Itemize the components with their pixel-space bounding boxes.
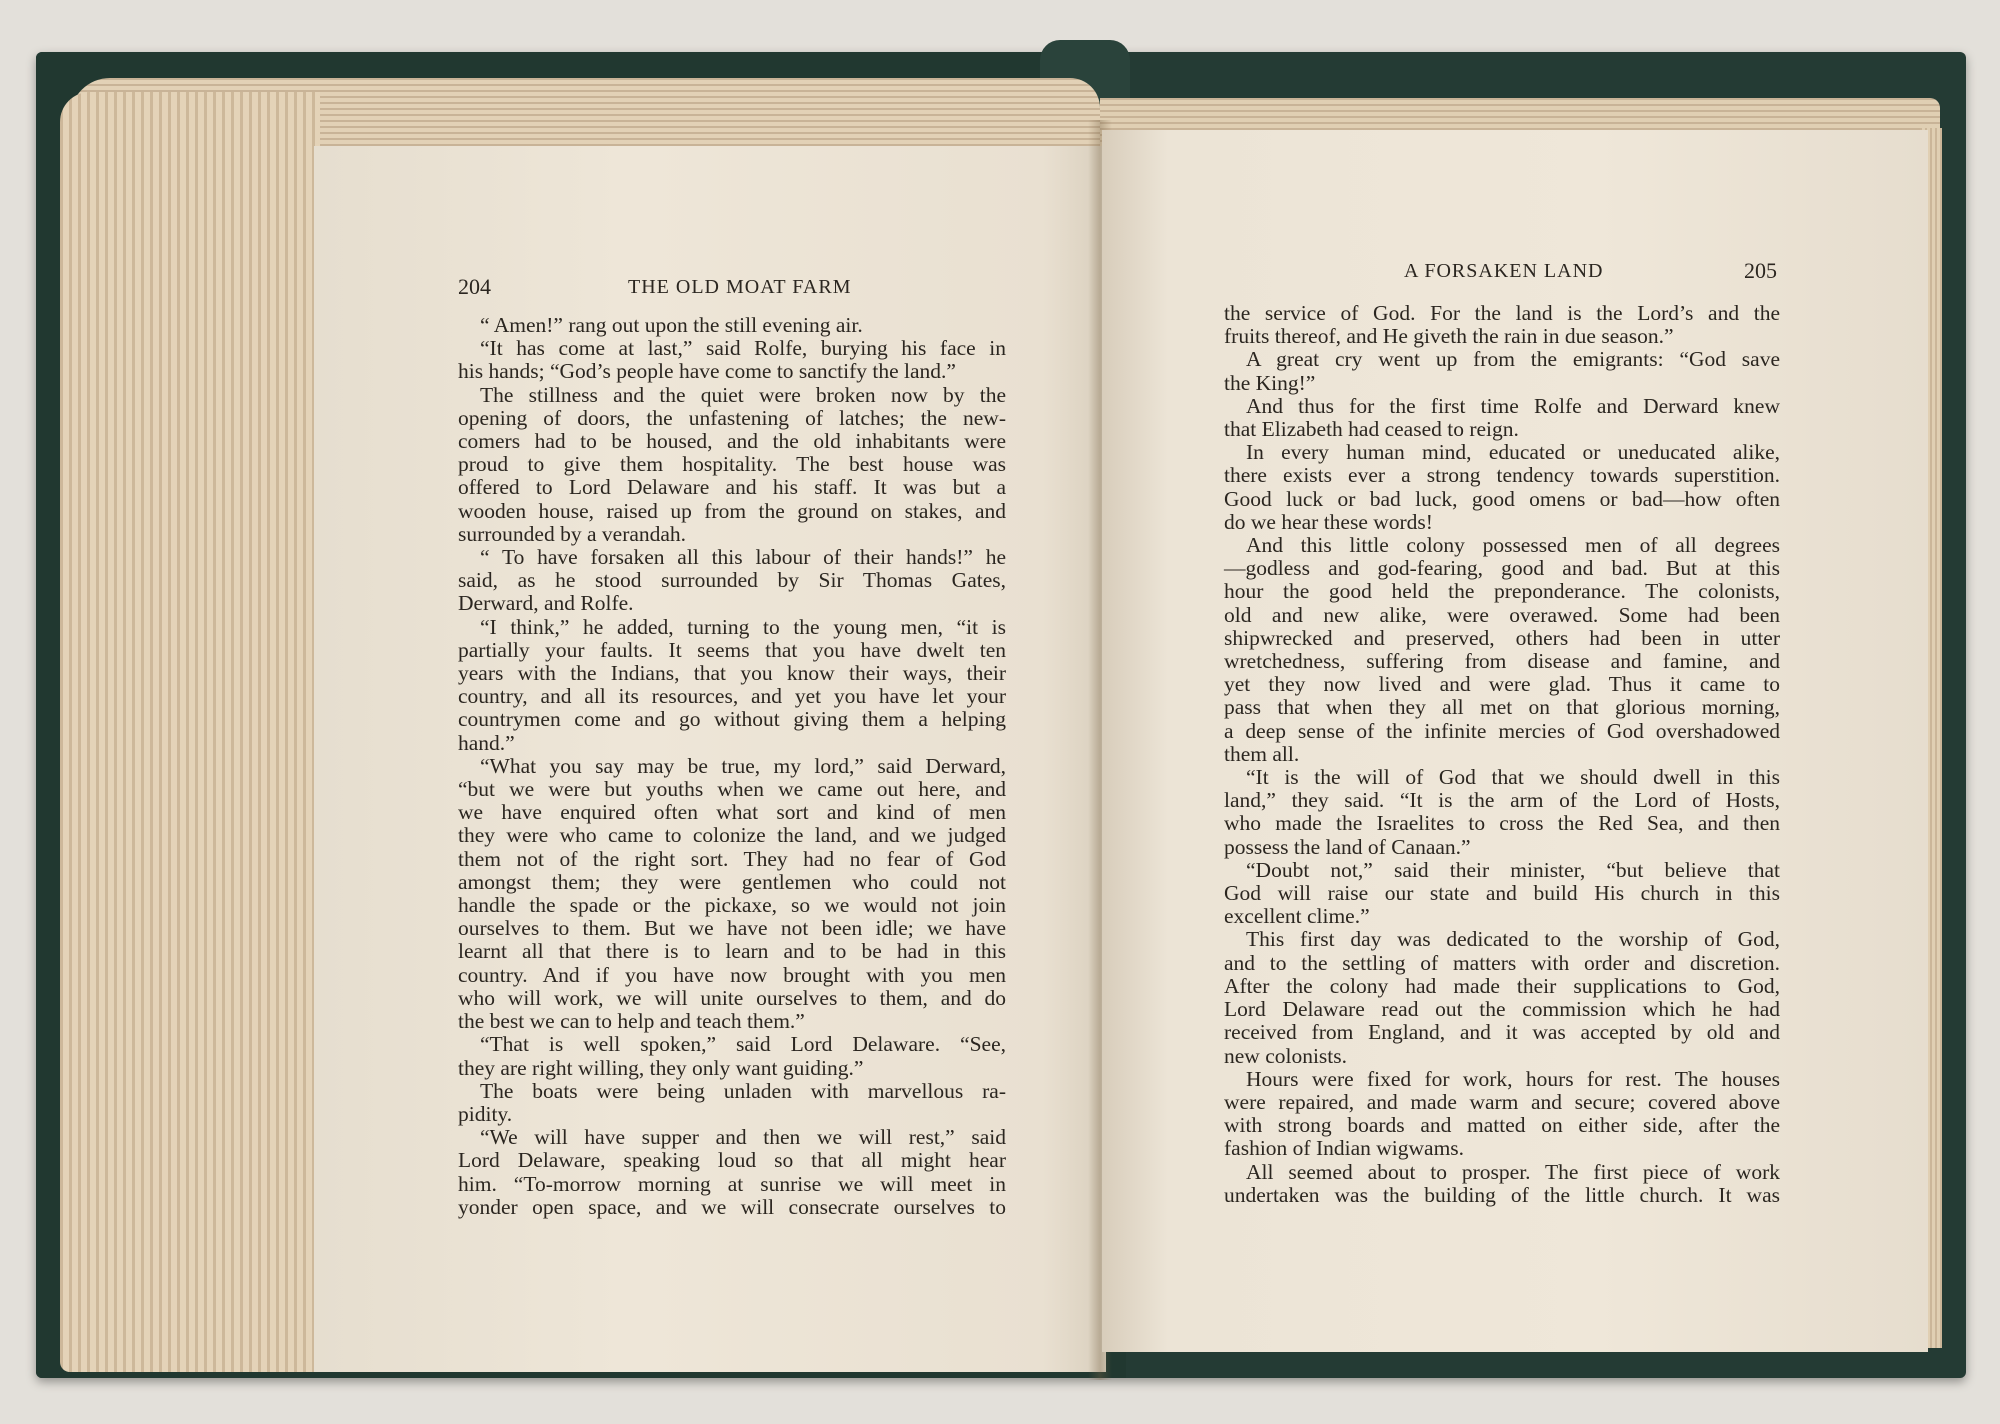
page-number: 204 — [458, 274, 491, 299]
text-line: hand.” — [458, 730, 515, 755]
text-line: “It is the will of God that we should dwell in this — [1246, 765, 1780, 790]
text-line: “but we were but youths when we came out here, and — [458, 777, 1006, 802]
text-line: them all. — [1224, 741, 1300, 766]
right-page — [1102, 130, 1928, 1352]
text-line: amongst them; they were gentlemen who could not — [458, 869, 1006, 894]
text-line: do we hear these words! — [1224, 509, 1433, 534]
text-line: country. And if you have now brought with you men — [458, 962, 1006, 987]
left-page — [314, 146, 1106, 1372]
text-line: wretchedness, suffering from disease and famine, and — [1224, 649, 1780, 674]
text-line: we have enquired often what sort and kind of men — [458, 800, 1006, 825]
text-line: his hands; “God’s people have come to sanctify the land.” — [458, 359, 956, 384]
text-line: wooden house, raised up from the ground on stakes, and — [458, 498, 1006, 523]
page-body-text — [458, 314, 1006, 1219]
text-line: “ Amen!” rang out upon the still evening air. — [480, 313, 863, 337]
text-line: country, and all its resources, and yet you have let your — [458, 684, 1006, 709]
text-line: opening of doors, the unfastening of latches; the new- — [458, 405, 1006, 430]
text-line: offered to Lord Delaware and his staff. It was but a — [458, 475, 1006, 500]
text-line: handle the spade or the pickaxe, so we would not join — [458, 893, 1006, 918]
text-line: “What you say may be true, my lord,” said Derward, — [480, 753, 1006, 778]
text-line: fashion of Indian wigwams. — [1224, 1136, 1465, 1161]
text-line: And thus for the first time Rolfe and Derward knew — [1246, 393, 1780, 418]
text-line: who will work, we will unite ourselves to them, and do — [458, 985, 1006, 1010]
text-line: undertaken was the building of the little church. It was — [1224, 1182, 1780, 1207]
text-line: God will raise our state and build His church in this — [1224, 881, 1780, 906]
text-line: they were who came to colonize the land, and we judged — [458, 823, 1006, 848]
text-line: said, as he stood surrounded by Sir Thomas Gates, — [458, 568, 1006, 593]
text-line: there exists ever a strong tendency towards superstition. — [1224, 463, 1780, 488]
text-line: and to the settling of matters with order and discretion. — [1224, 950, 1780, 975]
text-line: shipwrecked and preserved, others had been in utter — [1224, 625, 1780, 650]
text-line: with strong boards and matted on either side, after the — [1224, 1113, 1780, 1138]
text-line: This first day was dedicated to the worship of God, — [1246, 927, 1780, 952]
text-line: were repaired, and made warm and secure; covered above — [1224, 1089, 1780, 1114]
text-line: A great cry went up from the emigrants: “God save — [1246, 347, 1780, 372]
text-line: yet they now lived and were glad. Thus it came to — [1224, 672, 1780, 697]
text-line: the best we can to help and teach them.” — [458, 1009, 805, 1034]
text-line: “ To have forsaken all this labour of their hands!” he — [480, 545, 1006, 570]
running-head: THE OLD MOAT FARM — [628, 276, 852, 298]
text-line: proud to give them hospitality. The best house was — [458, 452, 1006, 477]
text-line: Lord Delaware, speaking loud so that all might hear — [458, 1148, 1006, 1173]
text-line: All seemed about to prosper. The first piece of work — [1246, 1159, 1780, 1184]
text-line: Derward, and Rolfe. — [458, 591, 634, 616]
text-line: “We will have supper and then we will rest,” said — [480, 1125, 1006, 1150]
text-line: surrounded by a verandah. — [458, 521, 687, 546]
text-line: they are right willing, they only want guiding.” — [458, 1055, 864, 1080]
text-line: fruits thereof, and He giveth the rain in due season.” — [1224, 324, 1674, 349]
page-edges-left — [60, 92, 320, 1372]
text-line: received from England, and it was accepted by old and — [1224, 1020, 1780, 1045]
text-line: —godless and god-fearing, good and bad. But at this — [1224, 556, 1780, 581]
text-line: learnt all that there is to learn and to be had in this — [458, 939, 1006, 964]
text-line: partially your faults. It seems that you have dwelt ten — [458, 637, 1006, 662]
text-line: countrymen come and go without giving them a helping — [458, 707, 1006, 732]
text-line: Hours were fixed for work, hours for rest. The houses — [1246, 1066, 1780, 1091]
text-line: the King!” — [1224, 370, 1316, 395]
text-line: The boats were being unladen with marvellous ra- — [480, 1078, 1006, 1103]
text-line: the service of God. For the land is the Lord’s and the — [1224, 301, 1780, 325]
text-line: that Elizabeth had ceased to reign. — [1224, 417, 1519, 442]
text-line: And this little colony possessed men of all degrees — [1246, 533, 1780, 558]
text-line: pidity. — [458, 1101, 513, 1126]
text-line: him. “To-morrow morning at sunrise we will meet in — [458, 1171, 1006, 1196]
text-line: a deep sense of the infinite mercies of God overshadowed — [1224, 718, 1780, 743]
text-line: ourselves to them. But we have not been idle; we have — [458, 916, 1006, 941]
text-line: land,” they said. “It is the arm of the Lord of Hosts, — [1224, 788, 1780, 813]
page-number: 205 — [1744, 258, 1777, 283]
text-line: hour the good held the preponderance. The colonists, — [1224, 579, 1780, 604]
text-line: years with the Indians, that you know their ways, their — [458, 661, 1006, 686]
text-line: them not of the right sort. They had no fear of God — [458, 846, 1006, 871]
text-line: who made the Israelites to cross the Red Sea, and then — [1224, 811, 1780, 836]
text-line: yonder open space, and we will consecrate ourselves to — [458, 1194, 1006, 1219]
text-line: excellent clime.” — [1224, 904, 1370, 929]
text-line: After the colony had made their supplications to God, — [1224, 973, 1780, 998]
text-line: “It has come at last,” said Rolfe, burying his face in — [480, 336, 1006, 361]
page-body-text — [1224, 302, 1780, 1207]
text-line: pass that when they all met on that glorious morning, — [1224, 695, 1780, 720]
text-line: “Doubt not,” said their minister, “but believe that — [1246, 857, 1780, 882]
text-line: comers had to be housed, and the old inhabitants were — [458, 429, 1006, 454]
running-head: A FORSAKEN LAND — [1404, 260, 1604, 282]
text-line: possess the land of Canaan.” — [1224, 834, 1471, 859]
text-line: The stillness and the quiet were broken now by the — [480, 382, 1006, 407]
text-line: “I think,” he added, turning to the young men, “it is — [480, 614, 1006, 639]
text-line: “That is well spoken,” said Lord Delaware. “See, — [480, 1032, 1006, 1057]
text-line: old and new alike, were overawed. Some had been — [1224, 602, 1780, 627]
text-line: Lord Delaware read out the commission which he had — [1224, 997, 1780, 1022]
text-line: Good luck or bad luck, good omens or bad—how often — [1224, 486, 1780, 511]
text-line: new colonists. — [1224, 1043, 1348, 1068]
text-line: In every human mind, educated or uneducated alike, — [1246, 440, 1780, 465]
